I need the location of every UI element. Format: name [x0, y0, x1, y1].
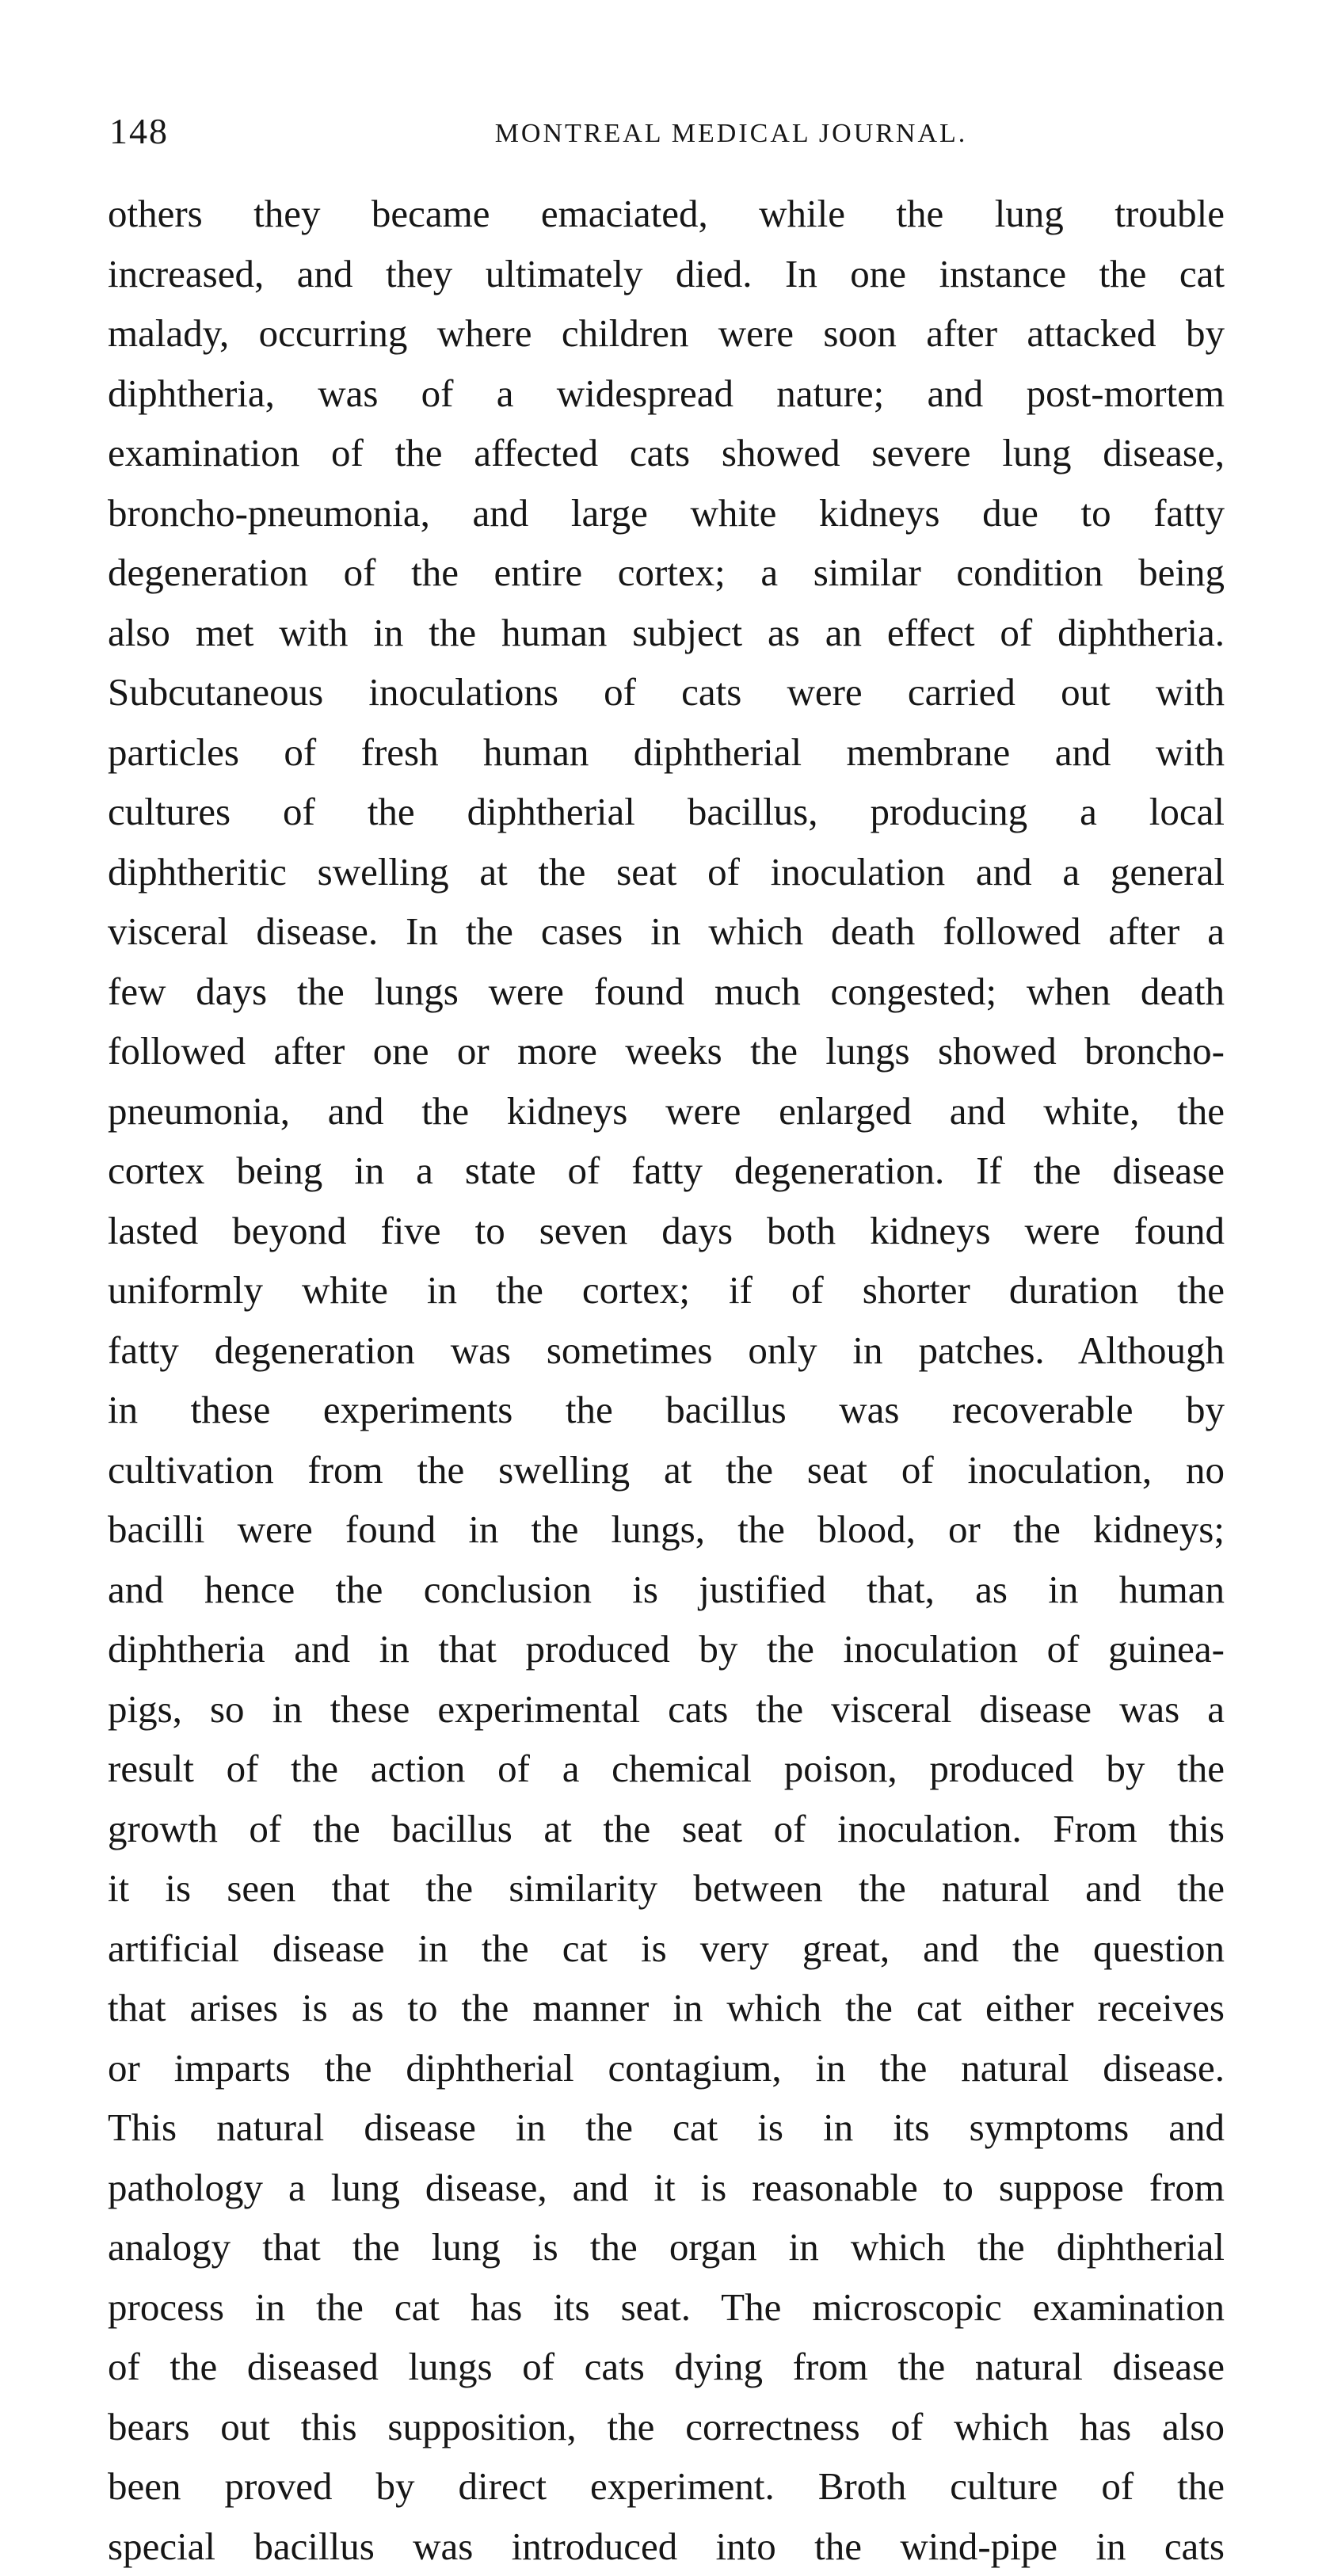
text-line: broncho-pneumonia, and large white kidneys due to fatty [108, 483, 1225, 543]
text-line: followed after one or more weeks the lungs showed broncho- [108, 1021, 1225, 1081]
text-line: uniformly white in the cortex; if of shorter duration the [108, 1260, 1225, 1320]
text-line: special bacillus was introduced into the wind-pipe in cats [108, 2517, 1225, 2576]
text-line: of the diseased lungs of cats dying from the natural disease [108, 2337, 1225, 2397]
text-line: others they became emaciated, while the lung trouble [108, 184, 1225, 244]
text-line: diphtheritic swelling at the seat of inoculation and a general [108, 842, 1225, 902]
text-line: cultivation from the swelling at the seat of inoculation, no [108, 1440, 1225, 1500]
page-header [109, 108, 1250, 155]
body-text [108, 184, 1225, 2576]
text-line: diphtheria, was of a widespread nature; and post-mortem [108, 364, 1225, 424]
text-line: pathology a lung disease, and it is reasonable to suppose from [108, 2158, 1225, 2218]
text-line: lasted beyond five to seven days both kidneys were found [108, 1201, 1225, 1261]
text-line: visceral disease. In the cases in which death followed after a [108, 901, 1225, 962]
running-head: MONTREAL MEDICAL JOURNAL. [109, 114, 1250, 154]
text-line: degeneration of the entire cortex; a similar condition being [108, 543, 1225, 603]
text-line: cultures of the diphtherial bacillus, producing a local [108, 782, 1225, 842]
text-line: examination of the affected cats showed severe lung disease, [108, 423, 1225, 483]
page-number: 148 [109, 108, 169, 155]
text-line: This natural disease in the cat is in its symptoms and [108, 2098, 1225, 2158]
text-line: also met with in the human subject as an effect of diphtheria. [108, 603, 1225, 663]
text-line: bears out this supposition, the correctness of which has also [108, 2397, 1225, 2457]
text-line: Subcutaneous inoculations of cats were carried out with [108, 662, 1225, 722]
text-line: bacilli were found in the lungs, the blood, or the kidneys; [108, 1499, 1225, 1560]
text-line: in these experiments the bacillus was recoverable by [108, 1380, 1225, 1440]
text-line: fatty degeneration was sometimes only in patches. Although [108, 1320, 1225, 1381]
text-line: malady, occurring where children were soon after attacked by [108, 303, 1225, 364]
text-line: diphtheria and in that produced by the inoculation of guinea- [108, 1619, 1225, 1679]
text-line: that arises is as to the manner in which the cat either receives [108, 1978, 1225, 2038]
text-line: pigs, so in these experimental cats the visceral disease was a [108, 1679, 1225, 1740]
text-line: few days the lungs were found much congested; when death [108, 962, 1225, 1022]
text-line: result of the action of a chemical poison, produced by the [108, 1739, 1225, 1799]
text-line: analogy that the lung is the organ in which the diphtherial [108, 2217, 1225, 2277]
text-line: cortex being in a state of fatty degeneration. If the disease [108, 1141, 1225, 1201]
text-line: been proved by direct experiment. Broth culture of the [108, 2456, 1225, 2517]
text-line: increased, and they ultimately died. In one instance the cat [108, 244, 1225, 304]
text-line: pneumonia, and the kidneys were enlarged and white, the [108, 1081, 1225, 1141]
text-line: particles of fresh human diphtherial membrane and with [108, 722, 1225, 783]
text-line: artificial disease in the cat is very great, and the question [108, 1919, 1225, 1979]
text-line: and hence the conclusion is justified that, as in human [108, 1560, 1225, 1620]
text-line: growth of the bacillus at the seat of inoculation. From this [108, 1799, 1225, 1859]
text-line: or imparts the diphtherial contagium, in the natural disease. [108, 2038, 1225, 2098]
text-line: process in the cat has its seat. The microscopic examination [108, 2277, 1225, 2338]
text-line: it is seen that the similarity between the natural and the [108, 1858, 1225, 1919]
